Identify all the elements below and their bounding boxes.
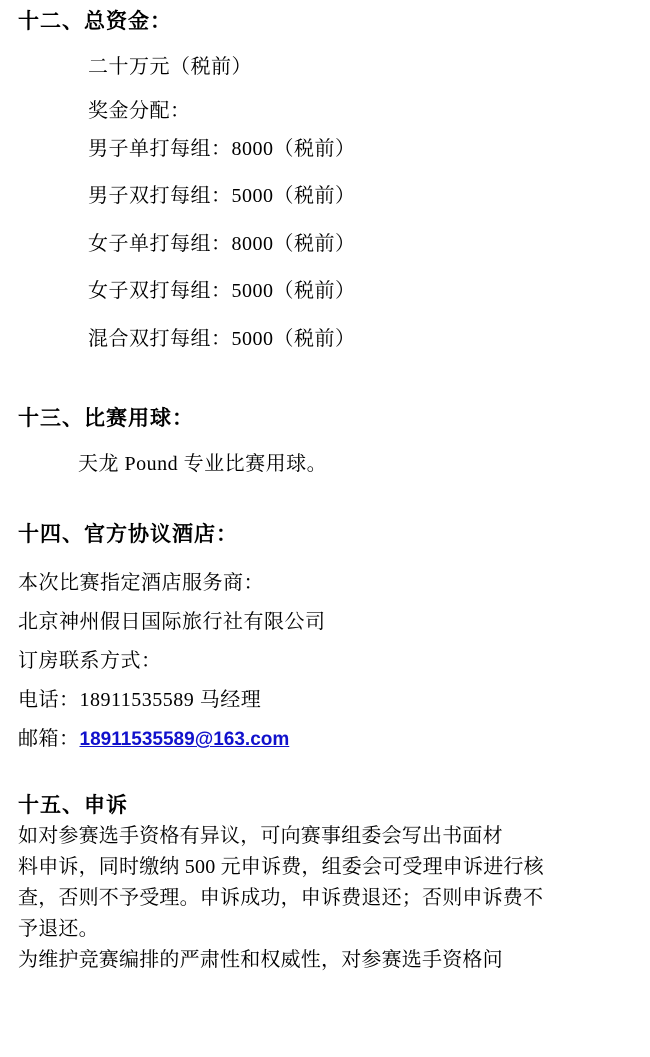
section-heading-total-prize: 十二、总资金： xyxy=(18,10,172,33)
spacer xyxy=(0,38,650,52)
booking-email-link[interactable]: 18911535589@163.com xyxy=(79,729,290,751)
bonus-women-doubles: 女子双打每组：5000（税前） xyxy=(88,280,356,303)
match-ball-text: 天龙 Pound 专业比赛用球。 xyxy=(78,452,328,475)
bonus-men-doubles: 男子双打每组：5000（税前） xyxy=(88,185,356,208)
spacer xyxy=(0,435,650,449)
appeal-line-3: 查，否则不予受理。申诉成功，申诉费退还；否则申诉费不 xyxy=(18,887,544,910)
spacer xyxy=(0,550,650,564)
bonus-mixed-doubles: 混合双打每组：5000（税前） xyxy=(88,327,356,350)
section-heading-appeal: 十五、申诉 xyxy=(18,794,128,818)
section-total-prize xyxy=(0,6,650,363)
booking-contact-label: 订房联系方式： xyxy=(18,650,162,673)
section-match-ball xyxy=(0,403,650,479)
section-appeal xyxy=(0,789,650,976)
spacer xyxy=(0,759,650,789)
bonus-men-singles: 男子单打每组：8000（税前） xyxy=(88,137,356,160)
section-heading-official-hotel: 十四、官方协议酒店： xyxy=(18,522,238,546)
booking-email-label: 邮箱： xyxy=(18,728,80,751)
bonus-distribution-label: 奖金分配： xyxy=(88,99,191,122)
appeal-line-1: 如对参赛选手资格有异议，可向赛事组委会写出书面材 xyxy=(18,825,503,848)
appeal-body xyxy=(18,821,628,976)
spacer xyxy=(0,363,650,403)
total-prize-amount: 二十万元（税前） xyxy=(88,55,252,78)
bonus-women-singles: 女子单打每组：8000（税前） xyxy=(88,232,356,255)
appeal-line-2: 料申诉，同时缴纳 500 元申诉费，组委会可受理申诉进行核 xyxy=(18,856,544,879)
appeal-line-4: 予退还。 xyxy=(18,918,99,941)
hotel-company-name: 北京神州假日国际旅行社有限公司 xyxy=(18,611,326,634)
booking-phone: 电话：18911535589 马经理 xyxy=(18,689,262,712)
section-official-hotel xyxy=(0,519,650,760)
booking-email-row xyxy=(18,720,650,759)
hotel-service-provider-label: 本次比赛指定酒店服务商： xyxy=(18,572,264,595)
section-heading-match-ball: 十三、比赛用球： xyxy=(18,407,194,431)
appeal-line-5: 为维护竞赛编排的严肃性和权威性，对参赛选手资格问 xyxy=(18,949,503,972)
spacer xyxy=(0,82,650,96)
spacer xyxy=(0,479,650,519)
